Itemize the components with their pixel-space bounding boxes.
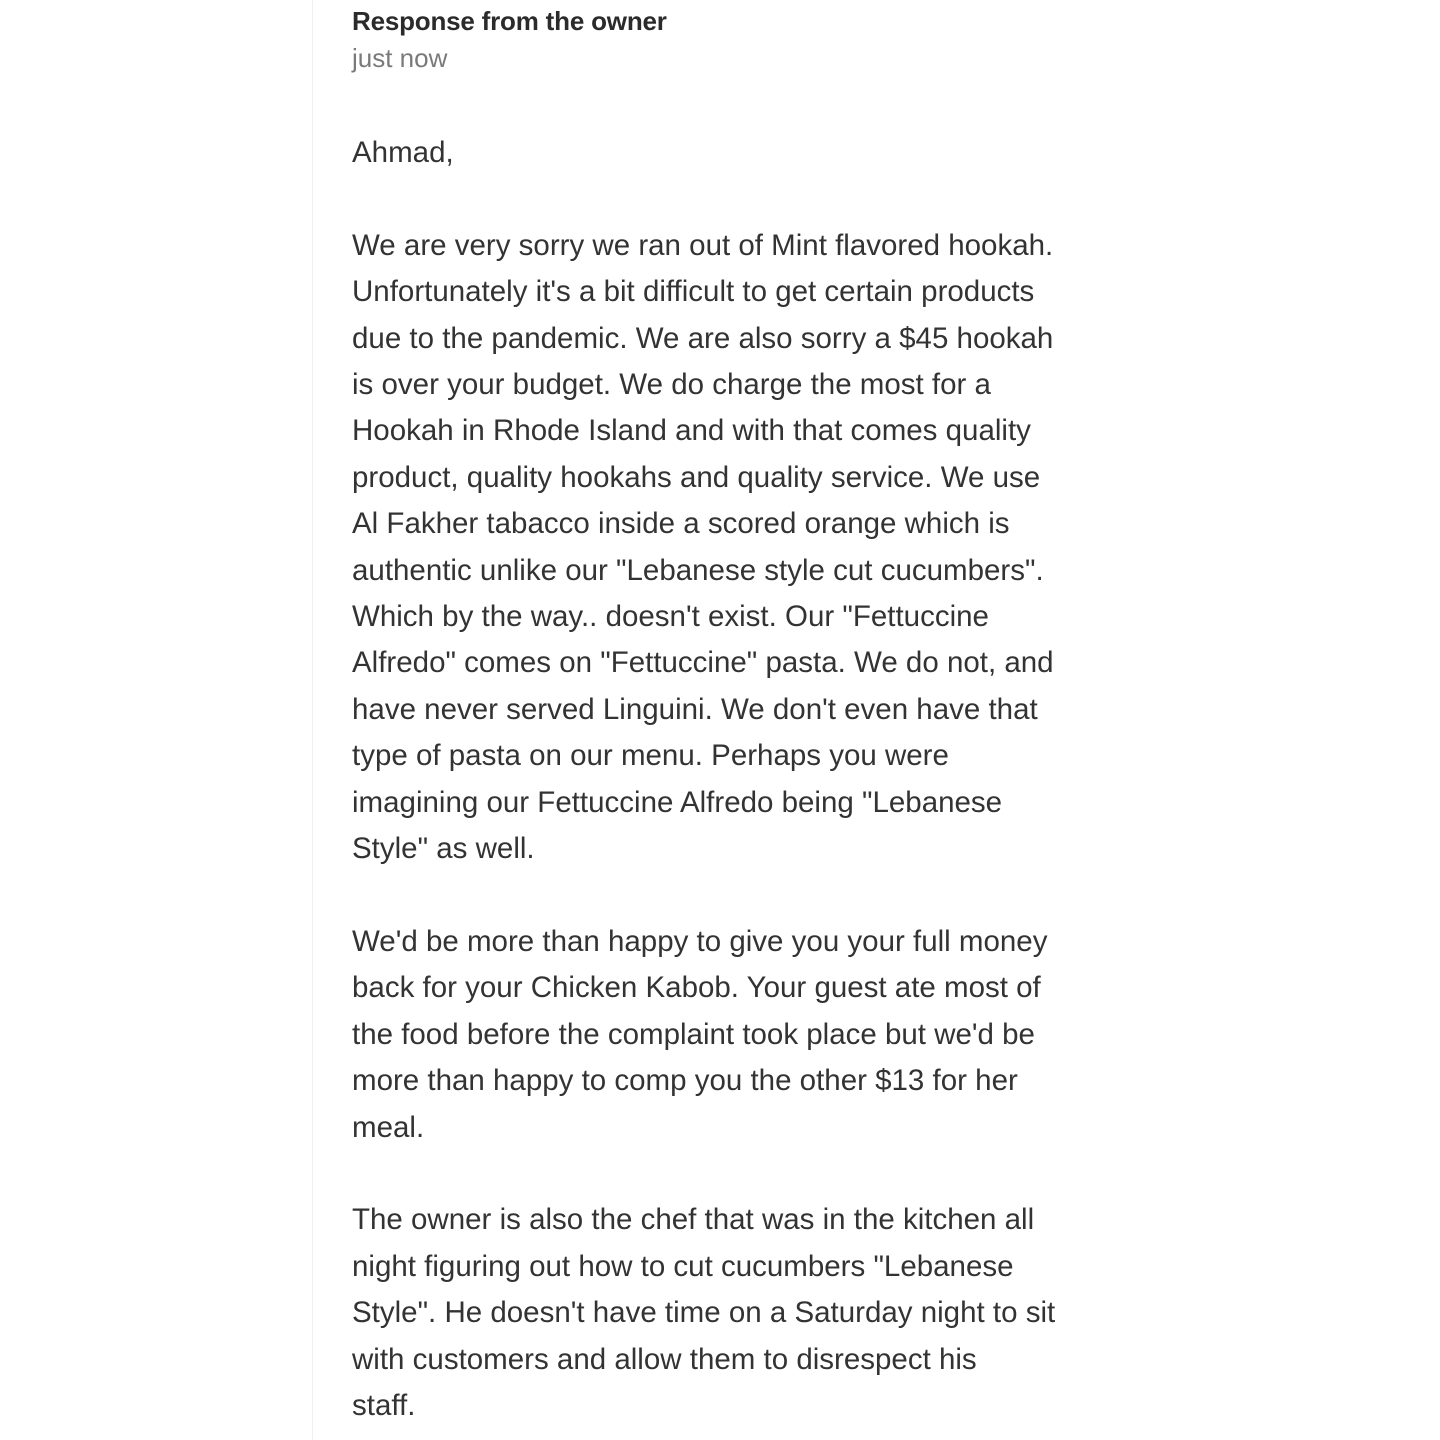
response-line: Ahmad,	[352, 136, 454, 169]
response-line: is over your budget. We do charge the most for a	[352, 368, 991, 402]
response-timestamp: just now	[352, 43, 448, 73]
response-line: imagining our Fettuccine Alfredo being "Lebanese	[352, 785, 1003, 819]
response-line: Style". He doesn't have time on a Saturday night to sit	[352, 1296, 1056, 1330]
response-title: Response from the owner	[352, 6, 667, 36]
response-line: with customers and allow them to disrespect his	[352, 1342, 977, 1376]
response-line: the food before the complaint took place but we'd be	[352, 1017, 1035, 1051]
response-line: staff.	[352, 1388, 416, 1422]
response-line: authentic unlike our "Lebanese style cut cucumbers".	[352, 553, 1044, 587]
response-line: The owner is also the chef that was in the kitchen all	[352, 1203, 1035, 1237]
response-line: Al Fakher tabacco inside a scored orange which is	[352, 507, 1010, 541]
response-line: product, quality hookahs and quality service. We use	[352, 460, 1041, 494]
paragraph-gap	[352, 1151, 1152, 1197]
response-line: have never served Linguini. We don't even have that	[352, 692, 1038, 726]
response-line: We are very sorry we ran out of Mint flavored hookah.	[352, 228, 1054, 262]
response-line: We'd be more than happy to give you your full money	[352, 924, 1048, 958]
response-line: Which by the way.. doesn't exist. Our "Fettuccine	[352, 600, 989, 634]
response-line: due to the pandemic. We are also sorry a $45 hookah	[352, 321, 1054, 355]
response-line: Hookah in Rhode Island and with that comes quality	[352, 414, 1031, 448]
response-line: more than happy to comp you the other $13 for her	[352, 1064, 1018, 1098]
response-line: back for your Chicken Kabob. Your guest ate most of	[352, 971, 1041, 1005]
response-line: Unfortunately it's a bit difficult to get certain products	[352, 275, 1035, 309]
response-line: night figuring out how to cut cucumbers "Lebanese	[352, 1249, 1014, 1283]
response-body	[352, 130, 1152, 1429]
paragraph-gap	[352, 872, 1152, 918]
response-line: meal.	[352, 1110, 425, 1144]
left-margin	[0, 0, 312, 1440]
response-line: type of pasta on our menu. Perhaps you were	[352, 739, 949, 773]
paragraph-gap	[352, 176, 1152, 222]
owner-response	[352, 0, 1152, 1429]
response-line: Alfredo" comes on "Fettuccine" pasta. We do not, and	[352, 646, 1054, 680]
response-line: Style" as well.	[352, 832, 535, 866]
